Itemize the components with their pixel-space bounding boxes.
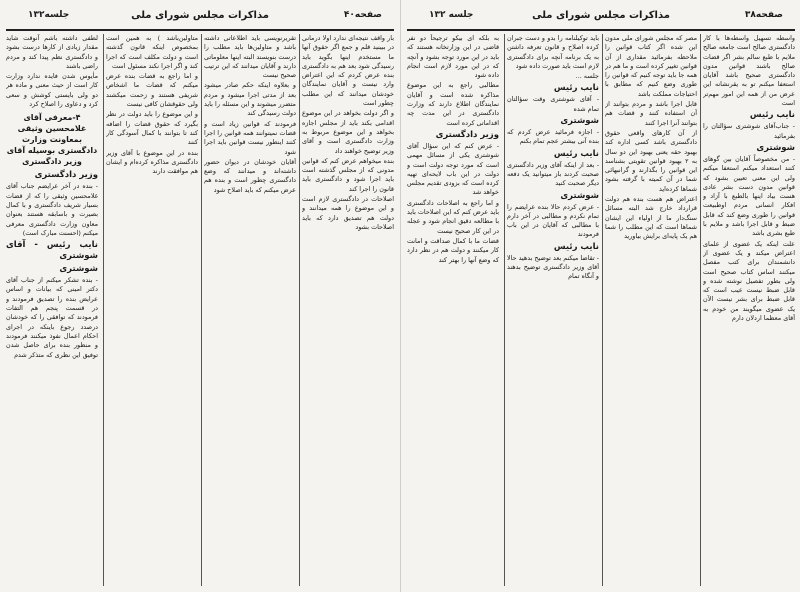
session-number: جلسه۱۳۲ [28,10,70,20]
speaker-heading: شوشتری [756,142,795,153]
text-column [6,34,98,588]
speaker-heading: وزیر دادگستری [34,170,98,181]
column-divider [299,34,300,586]
paragraph: - تقاضا میکنم بعد توضیح بدهید حالا آقای وزیر دادگستری توضیح بدهند و آنگاه تمام [507,253,599,281]
paragraph: مطالبی راجع به این موضوع مذاکره شده است و آقایان نمایندگان اطلاع دارند که وزارت دادگستری در این مدت چه اقداماتی کرده است [407,81,499,127]
text-column [507,34,599,588]
section-title: ۴-معرفی آقای غلامحسین وثیقی بمعاونت وزارت دادگستری بوسیله آقای وزیر دادگستری [6,113,98,167]
paragraph: - اجازه فرمائید عرض کردم که بنده آنی بیشتر عجم تمام بکنم [507,128,599,146]
paragraph: و اگر دولت بخواهد در این موضوع اقدامی بکند باید از مجلس اجازه بخواهد و این موضوع مربوط به وزارت دادگستری است و آقای وزیر توضیح خواهند داد [302,109,394,155]
paragraph: علت اینکه یک عضوی از علمای اعتراض میکند و یک عضوی از دانشمندان برای کتب مفصل میکنند اساس کتاب صحیح است ولی بطور تفصیل نوشته شده و قابل ضبط نیست عیب است که قابل ضبط برای بشر نیست الآن یک عضوی میگویند من خودم به آقای معظما اردلان دارم [703,239,795,323]
paragraph: - من مخصوصاً آقایان بین گوهای کنند استعداد میکنم استعفا میکنم ولی این معنی تعیین بشود که قوانین مدون دست بشر عادی هست بیاد اینها بالطبع با آزاد و افکار انسانی مردم اوطبیعت قوانین را طوری وضع کند که قابل ضبط و قابل اجرا باشد و ملایم با طبع بشری باشد [703,154,795,238]
right-page [400,0,800,592]
paragraph: قابل اجرا باشد و مردم بتوانند از آن استفاده کنند و قضات هم بتوانند آنرا اجرا کنند [605,100,697,127]
paragraph: باید توکیلنامه را بدو و دست جبران کرده اصلاح و قانون تعرفه داشتن به یک برنامه آنچه برای دادگستری لازم است باید صورت داده شود [507,34,599,70]
publication-title: مذاکرات مجلس شورای ملی [532,10,670,21]
paragraph: فرمودند که قوانین زیاد است و قضات نمیتوانند همه قوانین را اجرا کنند اینطور نیست قوانین باید اجرا شود [204,119,296,156]
paragraph: و اما راجع به اصلاحات دادگستری باید عرض کنم که این اصلاحات باید با مطالعه دقیق انجام شود و عجله در این کار صحیح نیست [407,198,499,235]
page-header [409,8,793,26]
speaker-heading: نایب رئیس [749,110,795,121]
session-number: جلسه ۱۳۲ [429,10,474,20]
header-rule [407,29,795,31]
page-header [8,8,392,26]
paragraph: و اما راجع به قضات بنده عرض میکنم که قضات ما اشخاص شریفی هستند و زحمت میکشند ولی حقوقشان کافی نیست [106,72,198,109]
paragraph: به بلکه ای بیکو ترجیحاً دو نفر قاضی در این وزارتخانه هستند که باید در این مورد توجه بشود و آنچه که در این مورد لازم است انجام داده شود [407,34,499,80]
paragraph: - بنده در آخر عرایضم جناب آقای غلامحسین وثیقی را که از قضات بسیار شریف دادگستری و با کمال بصیرت و باسابقه هستند بعنوان معاون وزارت دادگستری معرفی میکنم (احسنت مبارک است) [6,182,98,237]
speaker-heading: شوشتری [560,190,599,201]
paragraph: - بنده تشکر میکنم از جناب آقای دکتر امینی که بیانات و اساس عرایض بنده را تصدیق فرمودند و در قسمت پنجم هم التفات فرمودند که توافقی را که خودشان درصدد رجوع باینکه در اجرای احکام اعمال نفوذ میکنند فرمودند و منظور بنده برای حاصل شدن توفیق این نظری که متذکر شدم [6,276,98,359]
paragraph: - عرض کنم که این سؤال آقای شوشتری یکی از مسائل مهمی است که مورد توجه دولت است و دولت در این باب لایحه‌ای تهیه کرده است که بزودی تقدیم مجلس خواهد شد [407,141,499,197]
speaker-heading: نایب رئیس - آقای شوشتری [6,240,98,262]
text-column [204,34,296,588]
publication-title: مذاکرات مجلس شورای ملی [131,10,269,21]
text-column [703,34,795,588]
page-number: صفحه۴۰ [343,10,382,20]
text-column [302,34,394,588]
column-divider [700,34,701,586]
page-number: صفحه۳۸ [744,10,783,20]
column-divider [504,34,505,586]
paragraph: بنده میخواهم عرض کنم که قوانین مدونی که از مجلس گذشته است باید اجرا شود و دادگستری باید قانون را اجرا کند [302,156,394,193]
text-column [407,34,499,588]
paragraph: - بعد از اینکه آقای وزیر دادگستری صحبت کردند باز میتوانید یک دفعه دیگر صحبت کنید [507,160,599,188]
paragraph: بنده در این موضوع با آقای وزیر دادگستری مذاکره کرده‌ام و ایشان هم موافقت دارند [106,148,198,176]
paragraph: - آقای شوشتری وقت سؤالتان تمام شده [507,95,599,113]
speaker-heading: نایب رئیس [553,83,599,94]
speaker-heading: نایب رئیس [553,241,599,252]
header-rule [6,29,394,31]
column-divider [201,34,202,586]
paragraph: اعتراض هم هست بنده هم دولت قرارداد خارج شد البته مسائل سنگ‌دار ما از اولیاء این ایشان شماها است که این مطلب را شما هم یک پایه‌ای برایش بیاورید [605,195,697,241]
paragraph: از آن کارهای واقعی حقوق دادگستری باشد کسی اداره کند بهبود حقه یعنی بهبود این دو سال به ۲ بهبود قوانین تقویتی بشناسد این قوانین را بگذارند و گرانبهائی شما در آن کمیته با گرفته بشود شماها کرده‌اید [605,128,697,193]
speaker-heading: شوشتری [560,116,599,127]
paragraph: لطفی داشته باشم آنوقت شاید مقدار زیادی از کارها درست بشود و دادگستری نظم پیدا کند و مردم راضی باشند [6,34,98,70]
paragraph: اصلاحات در دادگستری لازم است و این موضوع را همه میدانند و دولت هم تصدیق دارد که باید اصلاحات بشود [302,195,394,231]
paragraph: متاولین‌باشد ) به همین است بمخصوص اینکه قانون گذشته است و دولت مکلف است که اجرا کند و اگر اجرا نکند مسئول است [106,34,198,70]
paragraph: مصر که مجلس شورای ملی مدون این شده اگر کتاب قوانین را ملاحظه بفرمائید مقداری از آن قوانین تغییر کرده است و ما هم در همه جا باید توجه کنیم که قوانین را طوری وضع کنیم که مطابق با احتیاجات مملکت باشد [605,34,697,98]
paragraph: - جناب‌آقای شوشتری سؤالتان را بفرمائید [703,122,795,140]
speaker-heading: وزیر دادگستری [435,129,499,140]
paragraph: واسطه تسهیل واسطه‌ها با کار دادگستری صالح است جامعه صالح ملایم با طبع سالم بشر اگر قضات صالح باشند قوانین مدون دادگستری صحیح باشد آقایان استعفا میکنم تو به یقرنشانه این عرض من از همه این امور مهم‌تر است [703,34,795,108]
paragraph: قضات ما با کمال صداقت و امانت کار میکنند و دولت هم در نظر دارد که وضع آنها را بهتر کند [407,236,499,264]
text-column [605,34,697,588]
speaker-heading: نایب رئیس [553,148,599,159]
text-column [106,34,198,588]
paragraph: جلسه ... [575,72,599,81]
paragraph: مأیوس شدن فایده ندارد وزارت کار است از حیث معنی و ماده هر دو ولی بایستی کوشش و سعی کرد و دعاوی را اصلاح کرد [6,72,98,109]
paragraph: بار واقف نتیجه‌ای ندارد اولا درمانی در ببینید قلم و جمع اگر حقوق آنها ما مستخدم اینها بگوید باید رسیدگی شود بعد هم به دادگستری بنده عرض کردم که این اعتراض وارد نیست و آقایان نمایندگان خودشان میدانند که این مطلب چطور است [302,34,394,108]
column-divider [602,34,603,586]
paragraph: تقریرنویسی باید اطلاعاتی داشته باشد و متاولین‌ها باید مطلب را درست بنویسند البته اینها معلوماتی دارند و آقایان میدانند که این ترتیب صحیح نیست [204,34,296,80]
paragraph: آقایان خودشان در دیوان حضور داشته‌اند و میدانند که وضع دادگستری چطور است و بنده هم عرض میکنم که باید اصلاح شود [204,157,296,194]
paragraph: و بعلاوه اینکه حکم صادر میشود بعد از مدتی اجرا میشود و مردم متضرر میشوند و این مسئله را باید دولت رسیدگی کند [204,81,296,118]
column-divider [103,34,104,586]
paragraph: و این موضوع را باید دولت در نظر بگیرد که حقوق قضات را اضافه کند تا بتوانند با کمال آسودگی کار کنند [106,110,198,147]
paragraph: - عرض کردم حالا بنده عرایضم را تمام نکردم و مطالبی در آخر دارم با مطالبی که آقایان در این باب فرمودند [507,202,599,239]
speaker-heading: شوشتری [59,264,98,275]
